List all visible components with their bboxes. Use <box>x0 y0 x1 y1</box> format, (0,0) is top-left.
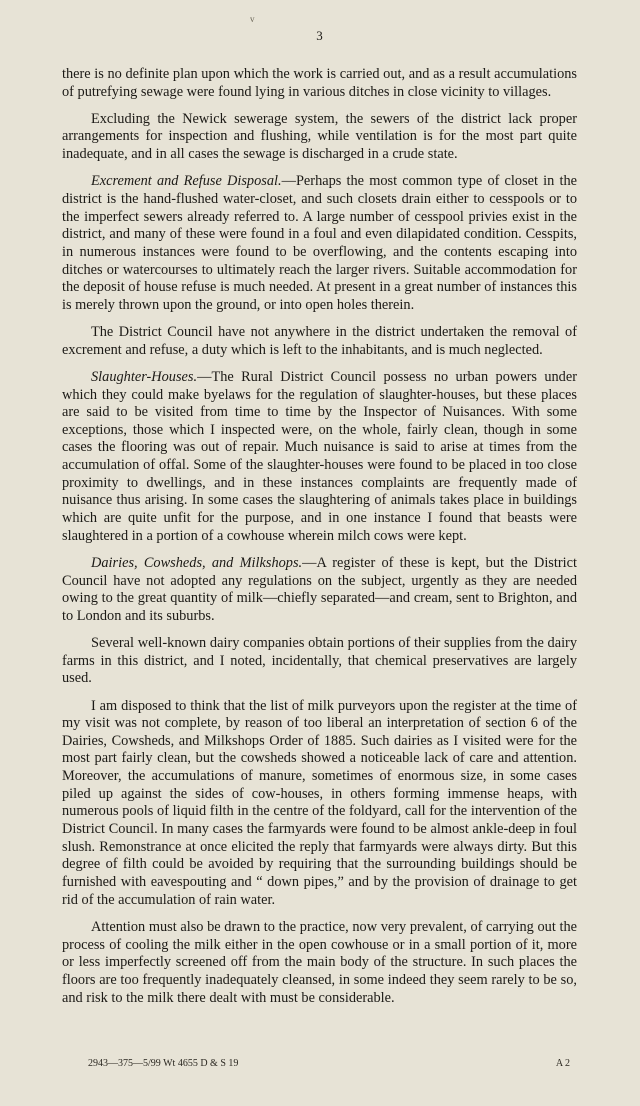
paragraph-sewers <box>62 111 577 164</box>
page-footer <box>88 1058 570 1069</box>
printer-line: 2943—375—5/99 Wt 4655 D & S 19 <box>88 1058 239 1069</box>
paragraph-text: —The Rural District Council possess no urban powers under which they could make byelaws for the regulation of slaughter-houses, but these places are said to be visited from time to time by the Inspector of Nuisances. With some exceptions, those which I inspected were, on the whole, fairly clean, though in some cases the flooring was out of repair. Much nuisance is said to arise at times from the accumulation of offal. Some of the slaughter-houses were found to be placed in too close proximity to dwellings, and in these instances complaints are frequently made of nuisance thus arising. In some cases the slaughtering of animals takes place in buildings which are quite unfit for the purpose, and in one instance I found that beasts were slaughtered in a portion of a cowhouse wherein milch cows were kept. <box>62 368 577 544</box>
paragraph-excrement-refuse <box>62 173 577 314</box>
page-number: 3 <box>316 28 324 43</box>
paragraph-text: —Perhaps the most common type of closet in the district is the hand-flushed water-closet, and such closets drain either to cesspools or to the imperfect sewers already referred to. A large number of cesspool privies exist in the district, and many of these were found in a foul and even dilapidated condition. Cesspits, in numerous instances were found to be overflowing, and the contents escaping into ditches or watercourses to ultimately reach the larger rivers. Suitable accommodation for the deposit of house refuse is much needed. At present in a great number of instances this is merely thrown upon the ground, or into open holes therein. <box>62 173 577 313</box>
section-heading: Slaughter-Houses. <box>91 368 198 385</box>
paragraph-council-removal <box>62 324 577 359</box>
paragraph-milk-cooling <box>62 919 577 1007</box>
page-body <box>62 66 577 1007</box>
paragraph-sewage-continuation <box>62 66 577 101</box>
section-heading: Dairies, Cowsheds, and Milkshops. <box>91 554 303 571</box>
paragraph-text: —A register of these is kept, but the District Council have not adopted any regulations on the subject, urgently as they are needed owing to the great quantity of milk—chiefly separated—and cream, sent to Brighton, and to London and its suburbs. <box>62 554 577 624</box>
paragraph-text: Attention must also be drawn to the practice, now very prevalent, of carrying out the process of cooling the milk either in the open cowhouse or in a small portion of it, more or less imperfectly screened off from the main body of the structure. In such places the floors are too frequently inadequately cleansed, in some indeed they seem rarely to be so, and risk to the milk there dealt with must be considerable. <box>62 918 577 1006</box>
paragraph-dairies <box>62 555 577 626</box>
paragraph-slaughter-houses <box>62 369 577 546</box>
corner-mark: v <box>250 14 255 24</box>
paragraph-text: Several well-known dairy companies obtain portions of their supplies from the dairy farms in this district, and I noted, incidentally, that chemical preservatives are largely used. <box>62 635 577 687</box>
signature-mark: A 2 <box>555 1058 570 1069</box>
paragraph-dairy-companies <box>62 635 577 688</box>
section-heading: Excrement and Refuse Disposal. <box>91 173 282 190</box>
paragraph-milk-purveyors <box>62 698 577 910</box>
paragraph-text: I am disposed to think that the list of milk purveyors upon the register at the time of my visit was not complete, by reason of too liberal an interpretation of section 6 of the Dairies, Cowsheds, and Milkshops Order of 1885. Such dairies as I visited were for the most part fairly clean, but the cowsheds showed a noticeable lack of care and attention. Moreover, the accumulations of manure, sometimes of enormous size, in some cases piled up against the sides of cow-houses, in others forming immense heaps, with numerous pools of liquid filth in the centre of the foldyard, call for the intervention of the District Council. In many cases the farmyards were found to be almost ankle-deep in foul slush. Remonstrance at once elicited the reply that farmyards were always dirty. But this degree of filth could be avoided by requiring that the surrounding buildings should be furnished with eavespouting and “ down pipes,” and by the provision of drainage to get rid of the accumulation of rain water. <box>62 697 577 908</box>
paragraph-text: Excluding the Newick sewerage system, the sewers of the district lack proper arrangements for inspection and flushing, while ventilation is for the most part quite inadequate, and in all cases the sewage is discharged in a crude state. <box>62 110 577 163</box>
paragraph-text: The District Council have not anywhere in the district undertaken the removal of excrement and refuse, a duty which is left to the inhabitants, and is much neglected. <box>62 324 577 358</box>
paragraph-text: there is no definite plan upon which the work is carried out, and as a result accumulations of putrefying sewage were found lying in various ditches in close vicinity to villages. <box>62 66 577 100</box>
